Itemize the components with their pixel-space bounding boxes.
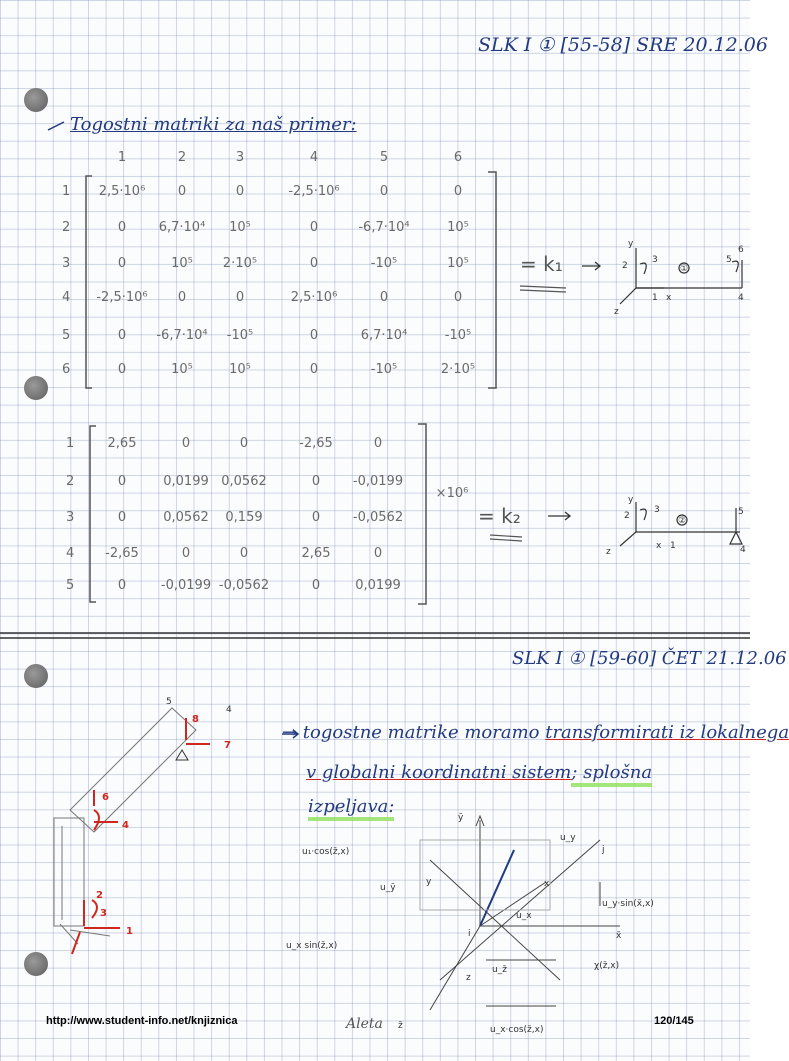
transform-label: u_x sin(z̄,x) — [286, 941, 338, 951]
matrix2-row-label: 3 — [66, 510, 75, 525]
arrow-to-diagram1 — [582, 262, 600, 270]
matrix2-cell: 0 — [311, 474, 321, 489]
matrix1-cell: -10⁵ — [226, 328, 254, 343]
matrix1-cell: 10⁵ — [171, 256, 193, 271]
element1-diagram-labels — [614, 239, 744, 317]
transform-label: u_y — [560, 833, 576, 843]
diagram1-label: x — [666, 293, 672, 303]
matrix1-cell: -6,7·10⁴ — [156, 328, 208, 343]
diagram1-label: 1 — [652, 293, 658, 303]
k2-underline — [490, 535, 522, 537]
matrix1-cell: 0 — [379, 184, 389, 199]
matrix2-cell: 0 — [373, 546, 383, 561]
matrix2-row-label: 4 — [66, 546, 75, 561]
section-title: Togostni matriki za naš primer: — [70, 114, 357, 135]
matrix2-row-label: 5 — [66, 578, 75, 593]
matrix2-cell: 0 — [181, 436, 191, 451]
matrix2-right-bracket — [418, 424, 426, 604]
matrix1-cell: 0 — [453, 184, 463, 199]
matrix1-col-label: 1 — [117, 150, 127, 165]
k1-underline — [520, 290, 566, 292]
transform-label: u₁·cos(z̄,x) — [302, 847, 350, 857]
transform-label: u_y·sin(x̄,x) — [602, 899, 654, 909]
matrix1-cell: -10⁵ — [370, 256, 398, 271]
transform-label: u_ȳ — [380, 883, 396, 893]
matrix2-cell: -0,0562 — [218, 578, 270, 593]
matrix2-cell: 2,65 — [107, 436, 137, 451]
diagram1-label: 2 — [622, 261, 628, 271]
transform-line-2b: ; splošna — [571, 762, 652, 787]
matrix1-cell: 0 — [177, 290, 187, 305]
diagram2-label: ② — [678, 516, 687, 526]
matrix1-cell: 0 — [309, 220, 319, 235]
matrix1-cell: -2,5·10⁶ — [96, 290, 148, 305]
matrix1-cell: 2,5·10⁶ — [290, 290, 338, 305]
element1-diagram — [620, 248, 742, 304]
matrix1-row-label: 2 — [62, 220, 71, 235]
k2-factor: ×10⁶ — [435, 486, 469, 501]
frame-label: 7 — [224, 740, 231, 751]
frame-diagram-red-dofs — [72, 718, 210, 954]
frame-diagram-labels — [96, 697, 232, 937]
diagram1-label: y — [628, 239, 634, 249]
arrow-to-diagram2 — [548, 512, 570, 520]
matrix1-cell: 0 — [117, 362, 127, 377]
matrix1-cell: 0 — [379, 290, 389, 305]
matrix1-cell: -10⁵ — [370, 362, 398, 377]
frame-label: 3 — [100, 908, 107, 919]
diagram1-label: ① — [680, 264, 689, 274]
diagram1-label: z — [614, 307, 619, 317]
k2-underline — [490, 539, 522, 541]
matrix2-cell: -2,65 — [105, 546, 139, 561]
transform-diagram-labels — [286, 813, 654, 1035]
matrix1-row-label: 4 — [62, 290, 71, 305]
matrix1-left-bracket — [86, 176, 92, 388]
matrix2-cell: 2,65 — [301, 546, 331, 561]
signature: Aleta — [346, 1016, 383, 1032]
frame-label: 8 — [192, 714, 199, 725]
matrix2-cell: 0 — [239, 436, 249, 451]
matrix1-cell: 0 — [309, 328, 319, 343]
transform-label: χ(z̄,x) — [594, 961, 620, 971]
matrix1-cell: 10⁵ — [229, 220, 251, 235]
matrix1-cell: 0 — [177, 184, 187, 199]
frame-label: 4 — [226, 705, 232, 715]
matrix1-cell: 2,5·10⁶ — [98, 184, 146, 199]
diagram2-label: 3 — [654, 505, 660, 515]
matrix1-cell: 10⁵ — [447, 256, 469, 271]
matrix2-cell: 0 — [117, 474, 127, 489]
matrix2-cell: 0 — [311, 510, 321, 525]
k1-underline — [520, 286, 566, 288]
matrix2-cell: 0,0562 — [221, 474, 267, 489]
matrix1-cell: -2,5·10⁶ — [288, 184, 340, 199]
matrix1-cell: -10⁵ — [444, 328, 472, 343]
matrix1-cell: 0 — [309, 362, 319, 377]
matrix1-col-label: 6 — [453, 150, 463, 165]
matrix2-cell: 0 — [181, 546, 191, 561]
transform-label: u_x — [516, 911, 532, 921]
matrix2-row-label: 2 — [66, 474, 75, 489]
transform-label: i — [468, 929, 471, 939]
frame-label: 4 — [122, 820, 129, 831]
diagram1-label: 3 — [652, 255, 658, 265]
matrix2-cell: -2,65 — [299, 436, 333, 451]
footer-url: http://www.student-info.net/knjiznica — [46, 1015, 238, 1027]
matrix2-cell: -0,0562 — [352, 510, 404, 525]
transform-label: x̄ — [616, 931, 622, 941]
transform-label: z — [466, 973, 471, 983]
matrix1-cell: 0 — [453, 290, 463, 305]
transform-keyword: transformirati iz lokalnega — [545, 722, 789, 743]
matrix1-cell: 10⁵ — [171, 362, 193, 377]
matrix1-cell: 0 — [235, 290, 245, 305]
diagram2-label: x — [656, 541, 662, 551]
matrix1-col-label: 5 — [379, 150, 389, 165]
bullet-arrow — [48, 122, 64, 130]
matrix2-cell: 0,0199 — [163, 474, 209, 489]
transform-label: j — [602, 845, 605, 855]
frame-label: 6 — [102, 792, 109, 803]
matrix1-cell: 0 — [117, 328, 127, 343]
matrix2-cell: 0 — [239, 546, 249, 561]
matrix1-cell: 0 — [117, 256, 127, 271]
transform-label: ȳ — [458, 813, 464, 823]
matrix1-row-label: 6 — [62, 362, 71, 377]
transform-label: x — [544, 879, 550, 889]
matrix2-cell: 0 — [117, 510, 127, 525]
matrix1-cell: 6,7·10⁴ — [158, 220, 206, 235]
matrix2-cell: 0,0199 — [355, 578, 401, 593]
matrix2-cell: 0 — [373, 436, 383, 451]
k1-label: = k₁ — [520, 252, 563, 276]
matrix2-cell: -0,0199 — [352, 474, 404, 489]
diagram2-label: z — [606, 547, 611, 557]
matrix1-row-label: 1 — [62, 184, 71, 199]
frame-label: 1 — [126, 926, 133, 937]
diagram1-label: 6 — [738, 245, 744, 255]
matrix1-cell: 6,7·10⁴ — [360, 328, 408, 343]
header-note-1: SLK I ① [55-58] SRE 20.12.06 — [478, 34, 768, 56]
matrix1-row-label: 3 — [62, 256, 71, 271]
header-note-2: SLK I ① [59-60] ČET 21.12.06 — [512, 648, 787, 669]
matrix2-row-label: 1 — [66, 436, 75, 451]
diagram2-label: 4 — [740, 545, 746, 555]
matrix2-cell: 0,0562 — [163, 510, 209, 525]
matrix1-cell: 2·10⁵ — [440, 362, 476, 377]
diagram2-label: y — [628, 495, 634, 505]
diagram1-label: 4 — [738, 293, 744, 303]
transform-line-3: izpeljava: — [308, 796, 394, 821]
transform-label: u_z̄ — [492, 965, 507, 975]
matrix2-cell: 0,159 — [225, 510, 263, 525]
matrix1-cell: 0 — [235, 184, 245, 199]
matrix2-cell: 0 — [117, 578, 127, 593]
transform-label: z̄ — [398, 1021, 403, 1031]
matrix2-cell: 0 — [311, 578, 321, 593]
frame-label: 2 — [96, 890, 103, 901]
matrix1-cell: 0 — [309, 256, 319, 271]
k2-label: = k₂ — [478, 504, 521, 528]
matrix1-col-label: 4 — [309, 150, 319, 165]
diagram2-label: 2 — [624, 511, 630, 521]
transform-line-2a: v globalni koordinatni sistem — [306, 762, 572, 783]
matrix1-cell: 2·10⁵ — [222, 256, 258, 271]
matrix2-cell: -0,0199 — [160, 578, 212, 593]
bullet-arrow-2 — [282, 730, 298, 738]
matrix1-cell: 10⁵ — [229, 362, 251, 377]
diagram2-label: 1 — [670, 541, 676, 551]
matrix1-col-label: 3 — [235, 150, 245, 165]
matrix1-col-label: 2 — [177, 150, 187, 165]
element2-diagram-labels — [606, 495, 746, 557]
transform-line-1a: → togostne matrike moramo — [282, 722, 546, 743]
matrix1-cell: -6,7·10⁴ — [358, 220, 410, 235]
diagram2-label: 5 — [738, 507, 744, 517]
matrix1-row-label: 5 — [62, 328, 71, 343]
matrix1-cell: 10⁵ — [447, 220, 469, 235]
footer-page-number: 120/145 — [654, 1015, 694, 1027]
diagram1-label: 5 — [726, 255, 732, 265]
transform-label: y — [426, 877, 432, 887]
frame-label: 5 — [166, 697, 172, 707]
matrix1-right-bracket — [488, 172, 496, 388]
matrix2-left-bracket — [90, 426, 96, 602]
matrix1-cell: 0 — [117, 220, 127, 235]
transform-label: u_x·cos(z̄,x) — [490, 1025, 544, 1035]
